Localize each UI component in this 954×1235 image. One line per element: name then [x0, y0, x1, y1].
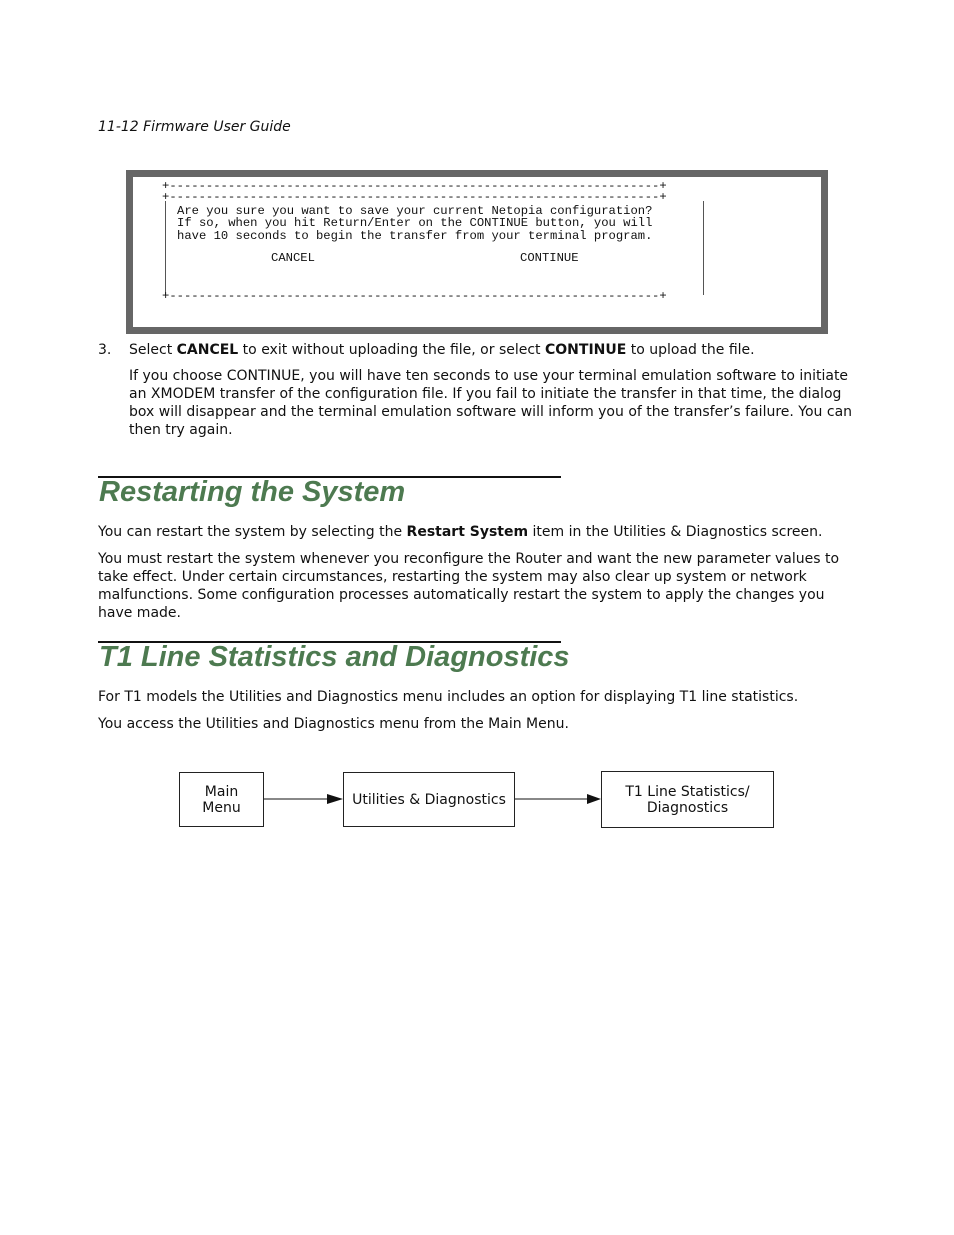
restart-paragraph-1: You can restart the system by selecting the Restart System item in the Utilities & Diagnostics screen.	[98, 524, 823, 540]
flow-box-main-menu: Main Menu	[179, 772, 264, 827]
running-header: 11-12 Firmware User Guide	[98, 119, 291, 135]
terminal-line-1: Are you sure you want to save your current Netopia configuration?	[177, 204, 653, 218]
arrow-2	[515, 794, 601, 804]
flow-box-t1-stats: T1 Line Statistics/ Diagnostics	[601, 771, 774, 828]
flow-box-utilities: Utilities & Diagnostics	[343, 772, 515, 827]
section-title-t1: T1 Line Statistics and Diagnostics	[99, 641, 570, 673]
continue-button[interactable]: CONTINUE	[520, 251, 579, 265]
step-3-text: Select CANCEL to exit without uploading the file, or select CONTINUE to upload the file.	[129, 342, 755, 358]
step-number: 3.	[98, 342, 112, 358]
terminal-border-top-2: +-------------------------------------------------------------------+	[162, 190, 667, 204]
terminal-border-bottom: +-------------------------------------------------------------------+	[162, 289, 667, 303]
terminal-border-top: +-------------------------------------------------------------------+	[162, 179, 667, 193]
t1-paragraph-2: You access the Utilities and Diagnostics menu from the Main Menu.	[98, 716, 569, 732]
terminal-line-2: If so, when you hit Return/Enter on the CONTINUE button, you will	[177, 216, 653, 230]
arrow-1	[264, 794, 343, 804]
cancel-button[interactable]: CANCEL	[271, 251, 315, 265]
section-title-restart: Restarting the System	[99, 476, 406, 508]
restart-paragraph-2: You must restart the system whenever you reconfigure the Router and want the new parameter values to take effect. Under certain circumstances, restarting the system may also clear up system or network malfunctions. Some configuration processes automatically restart the system to apply the changes you have made.	[98, 551, 840, 621]
step-3-detail: If you choose CONTINUE, you will have ten seconds to use your terminal emulation software to initiate an XMODEM transfer of the configuration file. If you fail to initiate the transfer in that time, the dialog box will disappear and the terminal emulation software will inform you of the transfer’s failure. You can then try again.	[129, 368, 853, 438]
terminal-line-3: have 10 seconds to begin the transfer from your terminal program.	[177, 229, 653, 243]
t1-paragraph-1: For T1 models the Utilities and Diagnostics menu includes an option for displaying T1 line statistics.	[98, 689, 799, 705]
